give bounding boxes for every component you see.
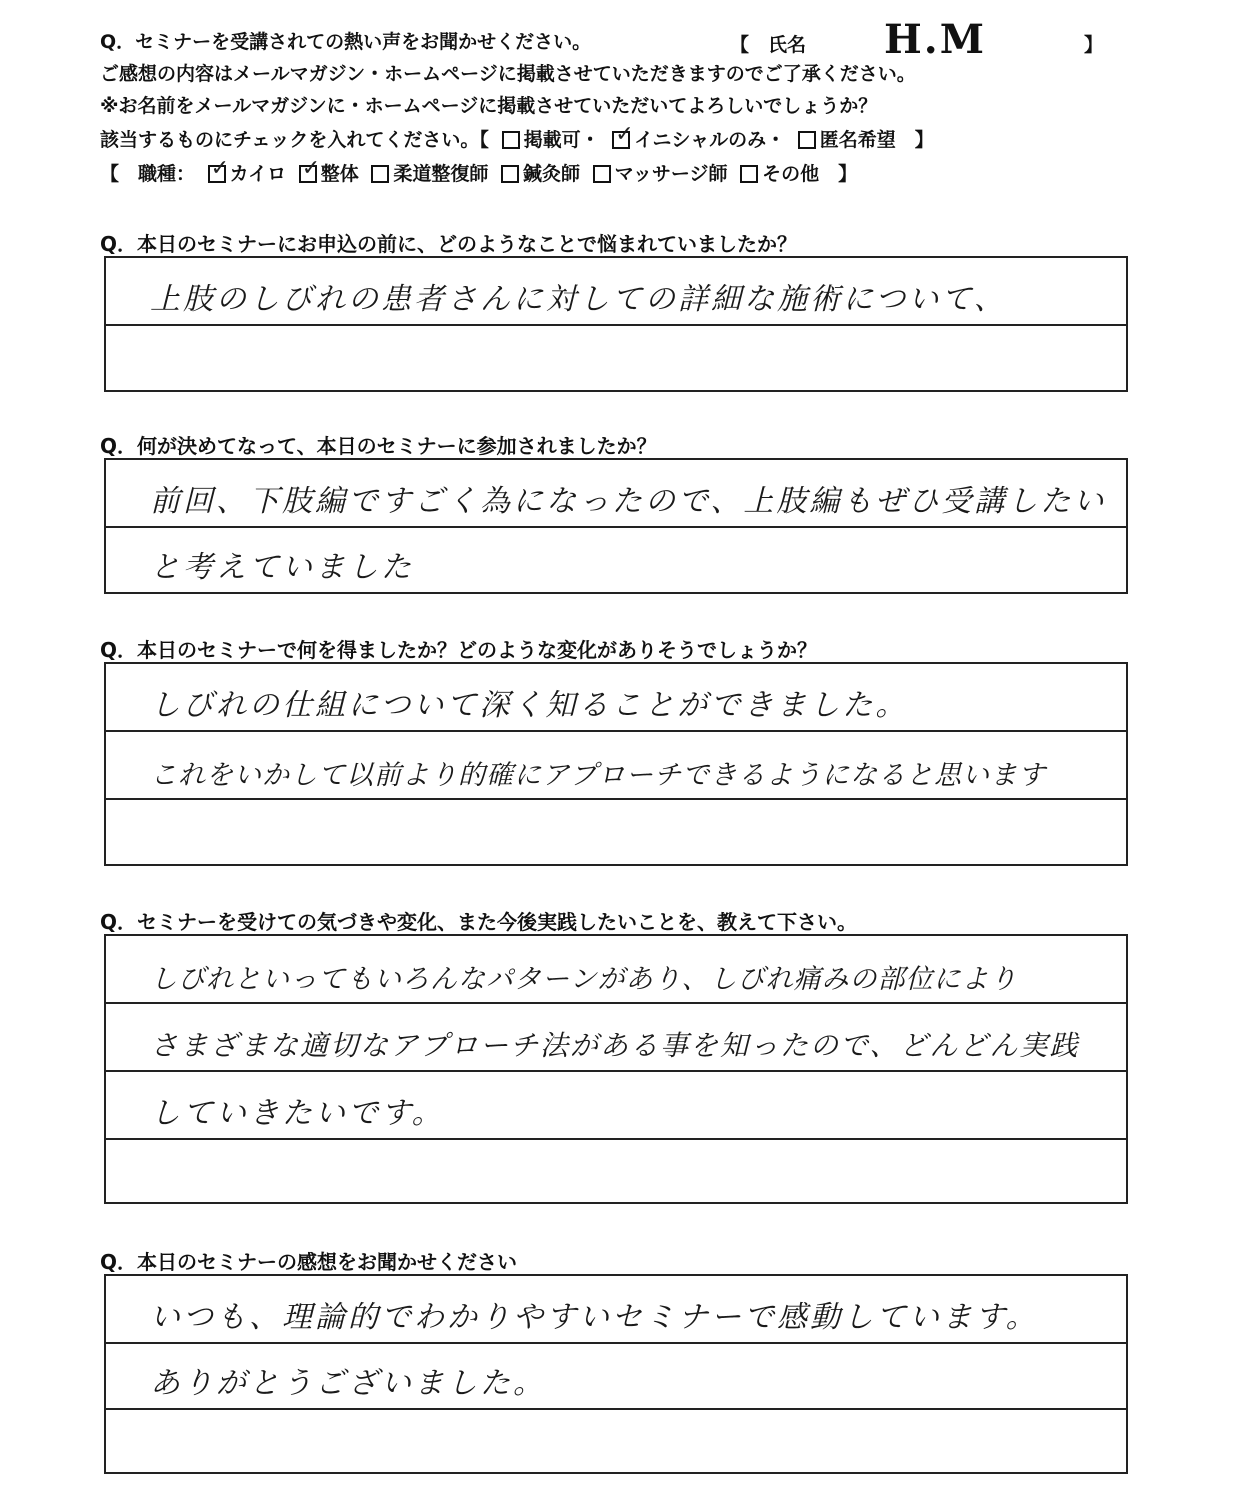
name-label: 【 氏名 xyxy=(730,34,807,56)
anonymous-checkbox[interactable] xyxy=(798,131,816,149)
answer-line xyxy=(106,460,1126,528)
answer-text: これをいかして以前より的確にアプローチできるようになると思います xyxy=(150,760,1046,791)
question-5: Q．本日のセミナーの感想をお聞かせください xyxy=(100,1250,518,1274)
anonymous-label: 匿名希望 】 xyxy=(819,129,934,151)
job-acupuncture-checkbox[interactable] xyxy=(501,165,519,183)
header-line-1: Q．セミナーを受講されての熱い声をお聞かせください。 xyxy=(100,31,592,53)
answer-line xyxy=(106,1344,1126,1410)
answer-line xyxy=(106,664,1126,732)
job-chiro-checkbox[interactable] xyxy=(208,165,226,183)
answer-box-4 xyxy=(104,934,1128,1204)
header-line-3: ※お名前をメールマガジンに・ホームページに掲載させていただいてよろしいでしょうか？ xyxy=(100,95,878,117)
answer-text: 前回、下肢編ですごく為になったので、上肢編もぜひ受講したい xyxy=(150,484,1107,519)
initials-only-checkbox[interactable] xyxy=(612,131,630,149)
publish-consent-prompt: 該当するものにチェックを入れてください。【 xyxy=(100,129,489,151)
answer-line xyxy=(106,326,1126,390)
job-massage-label: マッサージ師 xyxy=(614,163,728,185)
job-judo-checkbox[interactable] xyxy=(371,165,389,183)
question-3: Q．本日のセミナーで何を得ましたか？どのような変化がありそうでしょうか？ xyxy=(100,638,818,662)
answer-line xyxy=(106,1072,1126,1140)
answer-line xyxy=(106,732,1126,800)
initials-only-label: イニシャルのみ・ xyxy=(634,129,786,151)
publish-ok-label: 掲載可・ xyxy=(523,129,600,151)
answer-text: しびれの仕組について深く知ることができました。 xyxy=(150,688,909,723)
answer-text: と考えていました xyxy=(150,550,414,585)
answer-line xyxy=(106,1140,1126,1202)
job-seitai-label: 整体 xyxy=(320,163,359,185)
job-type-row xyxy=(100,162,857,186)
answer-line xyxy=(106,528,1126,592)
answer-box-1 xyxy=(104,256,1128,392)
answer-text: さまざまな適切なアプローチ法がある事を知ったので、どんどん実践 xyxy=(150,1029,1080,1062)
header-line-2: ご感想の内容はメールマガジン・ホームページに掲載させていただきますのでご了承ください。 xyxy=(100,63,916,85)
question-4: Q．セミナーを受けての気づきや変化、また今後実践したいことを、教えて下さい。 xyxy=(100,910,858,934)
question-1: Q．本日のセミナーにお申込の前に、どのようなことで悩まれていましたか？ xyxy=(100,232,798,256)
answer-line xyxy=(106,1410,1126,1472)
name-label-close: 】 xyxy=(1084,34,1104,56)
job-other-label: その他 】 xyxy=(762,163,858,185)
answer-box-3 xyxy=(104,662,1128,866)
answer-text: いつも、理論的でわかりやすいセミナーで感動しています。 xyxy=(150,1300,1039,1335)
job-massage-checkbox[interactable] xyxy=(593,165,611,183)
answer-line xyxy=(106,936,1126,1004)
job-judo-label: 柔道整復師 xyxy=(393,163,489,185)
answer-line xyxy=(106,1004,1126,1072)
publish-consent-row xyxy=(100,128,934,152)
answer-box-2 xyxy=(104,458,1128,594)
answer-text: 上肢のしびれの患者さんに対しての詳細な施術について、 xyxy=(150,282,1007,317)
name-value: H.M xyxy=(884,16,986,63)
answer-line xyxy=(106,800,1126,864)
job-acupuncture-label: 鍼灸師 xyxy=(522,163,580,185)
job-seitai-checkbox[interactable] xyxy=(299,165,317,183)
job-other-checkbox[interactable] xyxy=(740,165,758,183)
answer-text: していきたいです。 xyxy=(150,1096,445,1131)
publish-ok-checkbox[interactable] xyxy=(502,131,520,149)
answer-text: ありがとうございました。 xyxy=(150,1366,546,1401)
job-chiro-label: カイロ xyxy=(229,163,287,185)
answer-text: しびれといってもいろんなパターンがあり、しびれ痛みの部位により xyxy=(150,964,1018,995)
answer-box-5 xyxy=(104,1274,1128,1474)
job-type-prompt: 【 職種： xyxy=(100,163,196,185)
answer-line xyxy=(106,1276,1126,1344)
question-2: Q．何が決めてなって、本日のセミナーに参加されましたか？ xyxy=(100,434,657,458)
answer-line xyxy=(106,258,1126,326)
